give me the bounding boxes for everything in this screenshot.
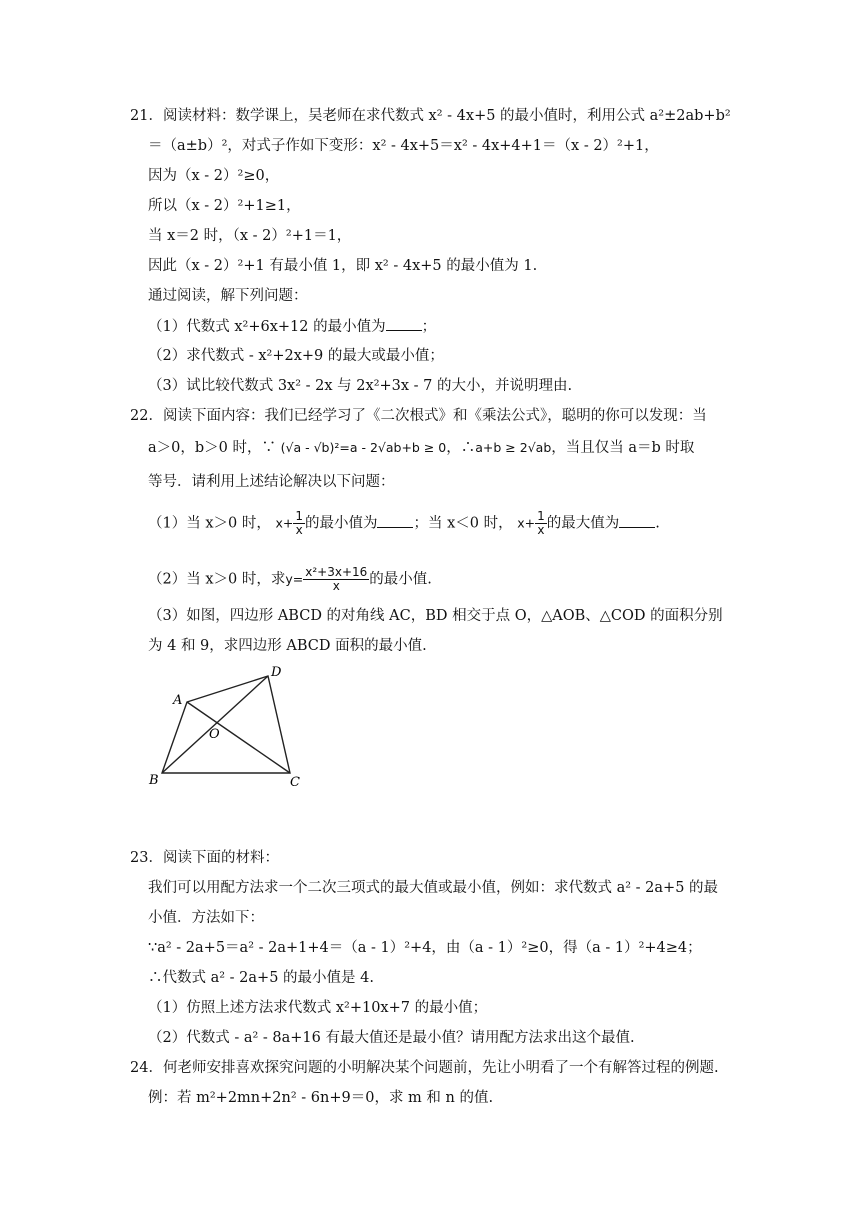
q21-line-5: 当 x＝2 时，（x - 2）²+1＝1， — [148, 228, 352, 244]
q21-line-2: ＝（a±b）²，对式子作如下变形：x² - 4x+5＝x² - 4x+4+1＝（x - 2）²+1， — [148, 138, 659, 154]
q22-part-1-text: （1）当 x＞0 时， — [148, 515, 271, 532]
q22-line-2 — [148, 438, 694, 458]
q22-formula-square: (√a - √b)²=a - 2√ab+b ≥ 0 — [280, 440, 447, 455]
q21-line-4: 所以（x - 2）²+1≥1， — [148, 198, 301, 214]
q24-line-1: 24．何老师安排喜欢探究问题的小明解决某个问题前，先让小明看了一个有解答过程的例题. — [130, 1060, 719, 1076]
fraction-numerator: x²+3x+16 — [305, 565, 368, 579]
q21-line-7: 通过阅读，解下列问题： — [148, 288, 308, 304]
vertex-label-d: D — [271, 665, 282, 680]
q22-part-1-max-label: 的最大值为 — [546, 515, 620, 532]
q22-condition: a＞0，b＞0 时，∵ — [148, 440, 276, 456]
q21-part-1-text: （1）代数式 x²+6x+12 的最小值为 — [148, 319, 386, 335]
q22-equality-condition: ，当且仅当 a＝b 时取 — [551, 440, 695, 456]
fraction-denominator: x — [332, 579, 340, 593]
fraction-denominator: x — [537, 523, 545, 537]
vertex-label-a: A — [173, 693, 183, 708]
q21-part-3: （3）试比较代数式 3x² - 2x 与 2x²+3x - 7 的大小，并说明理由. — [148, 378, 573, 394]
q24-line-2: 例：若 m²+2mn+2n² - 6n+9＝0，求 m 和 n 的值. — [148, 1090, 494, 1106]
q22-part-2-text: （2）当 x＞0 时，求 — [148, 571, 286, 588]
q22-part-1-negative-case: ；当 x＜0 时， — [413, 515, 513, 532]
fraction-denominator: x — [295, 523, 303, 537]
q21-line-1: 21．阅读材料：数学课上，吴老师在求代数式 x² - 4x+5 的最小值时，利用公式 a²±2ab+b² — [130, 108, 731, 124]
expression-x-plus: x+ — [275, 515, 294, 531]
fraction-numerator: 1 — [537, 509, 545, 523]
q22-part-3-line-1: （3）如图，四边形 ABCD 的对角线 AC，BD 相交于点 O，△AOB、△COD 的面积分别 — [148, 608, 723, 624]
q23-line-1: 23．阅读下面的材料： — [130, 850, 279, 866]
q23-line-2: 我们可以用配方法求一个二次三项式的最大值或最小值，例如：求代数式 a² - 2a+5 的最 — [148, 880, 719, 896]
fraction-expression — [303, 566, 369, 593]
fraction-1-over-x — [293, 510, 305, 537]
q21-line-3: 因为（x - 2）²≥0， — [148, 168, 280, 184]
answer-blank[interactable] — [386, 316, 422, 331]
q21-part-2: （2）求代数式 - x²+2x+9 的最大或最小值； — [148, 348, 444, 364]
answer-blank[interactable] — [377, 513, 413, 528]
vertex-label-b: B — [149, 773, 159, 788]
q22-part-1 — [148, 510, 660, 537]
q22-part-1-min-label: 的最小值为 — [304, 515, 378, 532]
fraction-numerator: 1 — [295, 509, 303, 523]
answer-blank[interactable] — [619, 513, 655, 528]
q22-line-1: 22．阅读下面内容：我们已经学习了《二次根式》和《乘法公式》，聪明的你可以发现：当 — [130, 408, 707, 424]
diagonal-ac — [187, 702, 290, 773]
q22-part-2-end: 的最小值. — [369, 571, 432, 588]
q21-part-1 — [148, 316, 436, 337]
intersection-label-o: O — [209, 727, 220, 742]
q22-line-3: 等号．请利用上述结论解决以下问题： — [148, 474, 395, 490]
q23-line-4: ∵a² - 2a+5＝a² - 2a+1+4＝（a - 1）²+4，由（a - 1）²≥0，得（a - 1）²+4≥4； — [148, 940, 702, 956]
fraction-1-over-x — [535, 510, 547, 537]
expression-y-equals: y= — [285, 571, 304, 587]
diagonal-bd — [162, 676, 268, 773]
q22-part-1-end: . — [655, 515, 660, 532]
q23-line-5: ∴代数式 a² - 2a+5 的最小值是 4. — [148, 970, 374, 986]
q22-part-3-line-2: 为 4 和 9，求四边形 ABCD 面积的最小值. — [148, 638, 427, 654]
quadrilateral-figure — [140, 660, 310, 790]
vertex-label-c: C — [290, 775, 300, 790]
q23-part-1: （1）仿照上述方法求代数式 x²+10x+7 的最小值； — [148, 1000, 488, 1016]
quadrilateral-abcd — [162, 676, 290, 773]
q23-part-2: （2）代数式 - a² - 8a+16 有最大值还是最小值？请用配方法求出这个最值. — [148, 1030, 635, 1046]
expression-x-plus: x+ — [517, 515, 536, 531]
q22-part-2 — [148, 566, 432, 593]
q22-therefore: ，∴ — [446, 440, 476, 456]
q23-line-3: 小值．方法如下： — [148, 910, 264, 926]
q21-line-6: 因此（x - 2）²+1 有最小值 1，即 x² - 4x+5 的最小值为 1. — [148, 258, 538, 274]
q21-part-1-end: ； — [421, 319, 437, 335]
q22-formula-inequality: a+b ≥ 2√ab — [475, 440, 552, 455]
